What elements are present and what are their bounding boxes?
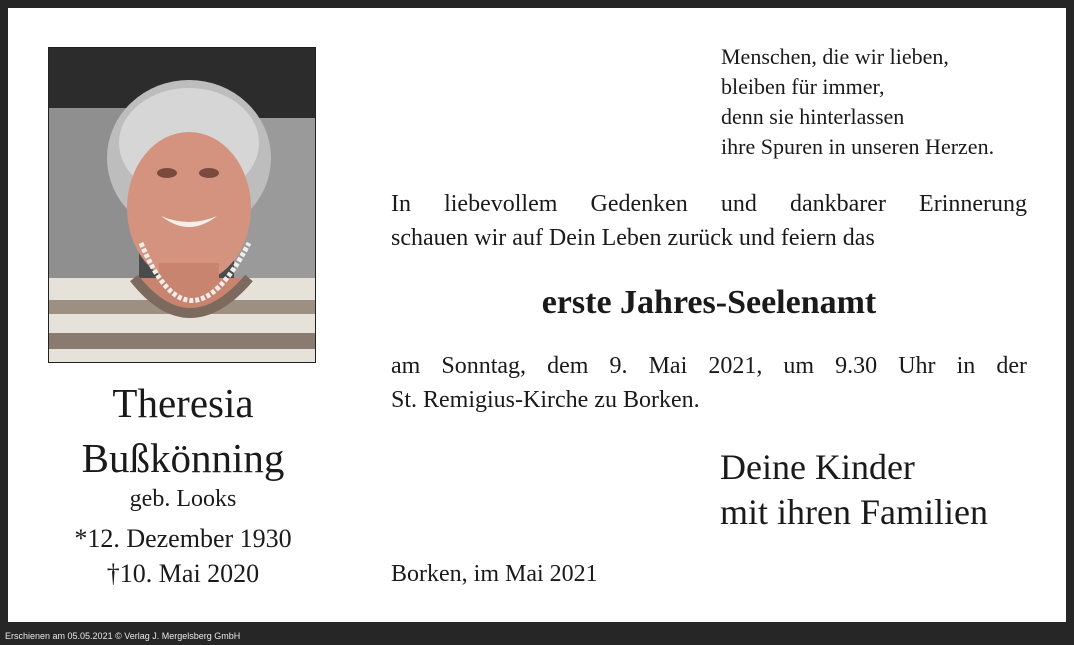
signature-line: Deine Kinder	[720, 447, 915, 487]
place-and-date: Borken, im Mai 2021	[391, 561, 598, 587]
poem-line: bleiben für immer,	[721, 74, 885, 99]
deceased-last-name: Bußkönning	[81, 435, 285, 481]
service-line: St. Remigius-Kirche zu Borken.	[391, 387, 700, 413]
intro-line: schauen wir auf Dein Leben zurück und feiern das	[391, 225, 875, 251]
signature-line: mit ihren Familien	[720, 492, 988, 532]
deceased-first-name: Theresia	[112, 380, 254, 426]
obituary-card	[8, 8, 1066, 622]
service-details	[391, 349, 1027, 417]
service-line: am Sonntag, dem 9. Mai 2021, um 9.30 Uhr in der	[391, 353, 1027, 379]
family-signature	[720, 445, 1050, 535]
memorial-poem	[721, 42, 1051, 162]
intro-line: In liebevollem Gedenken und dankbarer Erinnerung	[391, 191, 1027, 217]
poem-line: Menschen, die wir lieben,	[721, 44, 949, 69]
poem-line: ihre Spuren in unseren Herzen.	[721, 134, 995, 159]
event-headline: erste Jahres-Seelenamt	[541, 284, 877, 321]
birth-date: *12. Dezember 1930	[74, 524, 292, 553]
portrait-photo	[48, 47, 316, 363]
deceased-birth-name: geb. Looks	[129, 486, 237, 512]
intro-text	[391, 187, 1027, 255]
death-date: †10. Mai 2020	[106, 559, 260, 588]
publication-footer: Erschienen am 05.05.2021 © Verlag J. Mergelsberg GmbH	[5, 631, 241, 641]
poem-line: denn sie hinterlassen	[721, 104, 905, 129]
